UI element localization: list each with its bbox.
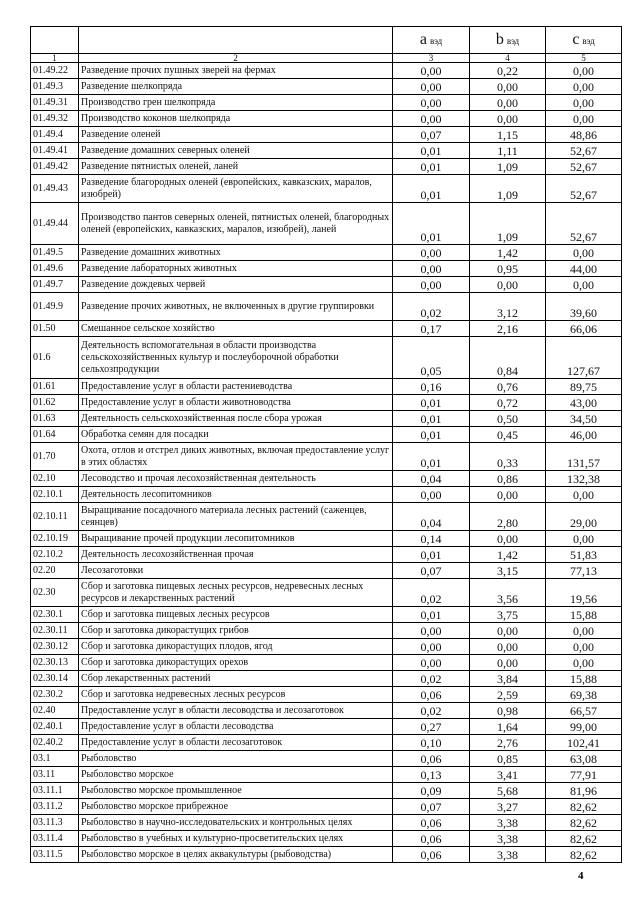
row-code: 02.10.11 (31, 503, 79, 531)
row-code: 03.1 (31, 751, 79, 767)
row-a-value: 0,00 (393, 79, 470, 95)
row-c-value: 15,88 (546, 671, 622, 687)
row-c-value: 51,83 (546, 547, 622, 563)
row-c-value: 82,62 (546, 831, 622, 847)
header-code-cell (31, 27, 79, 54)
row-a-value: 0,00 (393, 261, 470, 277)
row-name: Разведение прочих пушных зверей на фермах (79, 63, 393, 79)
row-name: Разведение домашних животных (79, 245, 393, 261)
row-code: 01.63 (31, 411, 79, 427)
row-name: Производство грен шелкопряда (79, 95, 393, 111)
row-a-value: 0,01 (393, 427, 470, 443)
column-index-row (31, 54, 622, 63)
table-row (31, 411, 622, 427)
row-name: Сбор и заготовка дикорастущих грибов (79, 623, 393, 639)
row-name: Разведение пятнистых оленей, ланей (79, 159, 393, 175)
index-4: 4 (470, 54, 546, 63)
row-a-value: 0,01 (393, 203, 470, 245)
header-name-cell (79, 27, 393, 54)
row-name: Рыболовство морское прибрежное (79, 799, 393, 815)
index-5: 5 (546, 54, 622, 63)
row-a-value: 0,13 (393, 767, 470, 783)
table-row (31, 379, 622, 395)
row-c-value: 0,00 (546, 63, 622, 79)
row-b-value: 2,76 (470, 735, 546, 751)
row-c-value: 48,86 (546, 127, 622, 143)
row-code: 02.30.12 (31, 639, 79, 655)
row-a-value: 0,00 (393, 623, 470, 639)
row-b-value: 3,27 (470, 799, 546, 815)
table-row (31, 143, 622, 159)
row-name: Предоставление услуг в области растениеводства (79, 379, 393, 395)
row-name: Разведение лабораторных животных (79, 261, 393, 277)
row-name: Разведение оленей (79, 127, 393, 143)
row-code: 03.11 (31, 767, 79, 783)
row-a-value: 0,04 (393, 503, 470, 531)
row-b-value: 0,00 (470, 531, 546, 547)
header-a-sub: вэд (429, 36, 443, 46)
coefficients-table (30, 26, 622, 863)
row-b-value: 0,00 (470, 655, 546, 671)
row-code: 02.10 (31, 471, 79, 487)
row-c-value: 52,67 (546, 175, 622, 203)
header-b (470, 27, 546, 54)
row-name: Производство пантов северных оленей, пятнистых оленей, благородных оленей (европейских, кавказских, маралов, изюбрей), ланей (79, 203, 393, 245)
row-code: 02.30.14 (31, 671, 79, 687)
table-row (31, 175, 622, 203)
table-row (31, 261, 622, 277)
table-row (31, 579, 622, 607)
row-name: Рыболовство в научно-исследовательских и контрольных целях (79, 815, 393, 831)
row-name: Рыболовство морское промышленное (79, 783, 393, 799)
row-a-value: 0,01 (393, 443, 470, 471)
row-b-value: 0,45 (470, 427, 546, 443)
row-name: Предоставление услуг в области лесоводства и лесозаготовок (79, 703, 393, 719)
row-b-value: 3,84 (470, 671, 546, 687)
row-a-value: 0,01 (393, 607, 470, 623)
row-b-value: 0,76 (470, 379, 546, 395)
row-code: 02.10.19 (31, 531, 79, 547)
table-row (31, 127, 622, 143)
row-c-value: 0,00 (546, 639, 622, 655)
table-row (31, 159, 622, 175)
row-c-value: 0,00 (546, 655, 622, 671)
row-b-value: 3,41 (470, 767, 546, 783)
row-c-value: 0,00 (546, 277, 622, 293)
table-row (31, 395, 622, 411)
table-row (31, 623, 622, 639)
row-b-value: 1,11 (470, 143, 546, 159)
table-row (31, 337, 622, 379)
row-c-value: 82,62 (546, 847, 622, 863)
row-c-value: 63,08 (546, 751, 622, 767)
row-a-value: 0,06 (393, 687, 470, 703)
table-row (31, 487, 622, 503)
row-b-value: 1,42 (470, 547, 546, 563)
row-code: 02.10.2 (31, 547, 79, 563)
table-row (31, 703, 622, 719)
row-code: 02.30.11 (31, 623, 79, 639)
row-name: Лесозаготовки (79, 563, 393, 579)
row-name: Сбор и заготовка недревесных лесных ресурсов (79, 687, 393, 703)
row-c-value: 15,88 (546, 607, 622, 623)
row-code: 01.64 (31, 427, 79, 443)
row-a-value: 0,02 (393, 293, 470, 321)
row-code: 02.30.2 (31, 687, 79, 703)
row-a-value: 0,07 (393, 563, 470, 579)
table-row (31, 783, 622, 799)
row-name: Выращивание посадочного материала лесных растений (саженцев, сеянцев) (79, 503, 393, 531)
row-code: 01.49.41 (31, 143, 79, 159)
row-code: 02.40.2 (31, 735, 79, 751)
row-name: Предоставление услуг в области лесоводства (79, 719, 393, 735)
row-b-value: 0,86 (470, 471, 546, 487)
row-b-value: 0,33 (470, 443, 546, 471)
table-row (31, 847, 622, 863)
row-name: Сбор и заготовка пищевых лесных ресурсов, недревесных лесных ресурсов и лекарственных растений (79, 579, 393, 607)
row-b-value: 0,00 (470, 487, 546, 503)
header-b-sub: вэд (506, 36, 520, 46)
row-c-value: 0,00 (546, 95, 622, 111)
row-b-value: 2,80 (470, 503, 546, 531)
table-row (31, 751, 622, 767)
row-code: 01.49.4 (31, 127, 79, 143)
row-c-value: 99,00 (546, 719, 622, 735)
row-code: 01.49.32 (31, 111, 79, 127)
row-name: Предоставление услуг в области животноводства (79, 395, 393, 411)
row-code: 02.30 (31, 579, 79, 607)
row-a-value: 0,00 (393, 63, 470, 79)
row-c-value: 66,06 (546, 321, 622, 337)
row-code: 03.11.1 (31, 783, 79, 799)
row-b-value: 0,85 (470, 751, 546, 767)
row-b-value: 2,16 (470, 321, 546, 337)
header-c (546, 27, 622, 54)
row-a-value: 0,00 (393, 655, 470, 671)
header-c-label: c (572, 31, 580, 48)
row-code: 01.49.44 (31, 203, 79, 245)
row-name: Деятельность сельскохозяйственная после сбора урожая (79, 411, 393, 427)
row-a-value: 0,09 (393, 783, 470, 799)
row-a-value: 0,06 (393, 847, 470, 863)
row-b-value: 3,56 (470, 579, 546, 607)
table-row (31, 443, 622, 471)
table-row (31, 607, 622, 623)
row-code: 03.11.3 (31, 815, 79, 831)
row-c-value: 89,75 (546, 379, 622, 395)
table-row (31, 63, 622, 79)
row-code: 01.49.42 (31, 159, 79, 175)
row-c-value: 43,00 (546, 395, 622, 411)
row-b-value: 0,84 (470, 337, 546, 379)
row-code: 01.6 (31, 337, 79, 379)
row-name: Обработка семян для посадки (79, 427, 393, 443)
row-name: Разведение шелкопряда (79, 79, 393, 95)
row-a-value: 0,01 (393, 159, 470, 175)
table-row (31, 531, 622, 547)
row-code: 03.11.4 (31, 831, 79, 847)
row-name: Выращивание прочей продукции лесопитомников (79, 531, 393, 547)
row-a-value: 0,00 (393, 111, 470, 127)
row-c-value: 81,96 (546, 783, 622, 799)
row-a-value: 0,05 (393, 337, 470, 379)
row-a-value: 0,06 (393, 751, 470, 767)
row-c-value: 39,60 (546, 293, 622, 321)
row-name: Охота, отлов и отстрел диких животных, включая предоставление услуг в этих областях (79, 443, 393, 471)
table-row (31, 111, 622, 127)
row-a-value: 0,02 (393, 671, 470, 687)
row-name: Разведение благородных оленей (европейских, кавказских, маралов, изюбрей) (79, 175, 393, 203)
page-number: 4 (578, 870, 584, 882)
row-name: Рыболовство (79, 751, 393, 767)
row-c-value: 29,00 (546, 503, 622, 531)
row-code: 02.30.13 (31, 655, 79, 671)
row-c-value: 102,41 (546, 735, 622, 751)
row-code: 01.70 (31, 443, 79, 471)
row-c-value: 0,00 (546, 531, 622, 547)
row-name: Разведение домашних северных оленей (79, 143, 393, 159)
row-c-value: 82,62 (546, 799, 622, 815)
table-row (31, 95, 622, 111)
row-name: Разведение дождевых червей (79, 277, 393, 293)
header-b-label: b (495, 31, 504, 48)
row-a-value: 0,07 (393, 127, 470, 143)
row-b-value: 2,59 (470, 687, 546, 703)
row-b-value: 3,38 (470, 847, 546, 863)
row-c-value: 52,67 (546, 143, 622, 159)
row-name: Рыболовство морское (79, 767, 393, 783)
table-row (31, 831, 622, 847)
row-c-value: 82,62 (546, 815, 622, 831)
row-name: Сбор и заготовка дикорастущих плодов, ягод (79, 639, 393, 655)
row-a-value: 0,04 (393, 471, 470, 487)
row-b-value: 1,15 (470, 127, 546, 143)
table-row (31, 79, 622, 95)
row-code: 01.49.22 (31, 63, 79, 79)
row-b-value: 0,98 (470, 703, 546, 719)
row-code: 01.49.6 (31, 261, 79, 277)
row-b-value: 1,09 (470, 203, 546, 245)
row-name: Предоставление услуг в области лесозаготовок (79, 735, 393, 751)
index-3: 3 (393, 54, 470, 63)
row-b-value: 3,12 (470, 293, 546, 321)
table-row (31, 503, 622, 531)
row-c-value: 127,67 (546, 337, 622, 379)
row-a-value: 0,01 (393, 143, 470, 159)
row-b-value: 1,64 (470, 719, 546, 735)
table-row (31, 203, 622, 245)
row-c-value: 0,00 (546, 487, 622, 503)
table-row (31, 767, 622, 783)
row-a-value: 0,01 (393, 547, 470, 563)
row-b-value: 0,00 (470, 623, 546, 639)
table-row (31, 245, 622, 261)
row-c-value: 69,38 (546, 687, 622, 703)
row-a-value: 0,27 (393, 719, 470, 735)
row-a-value: 0,00 (393, 639, 470, 655)
row-b-value: 0,50 (470, 411, 546, 427)
row-c-value: 44,00 (546, 261, 622, 277)
row-b-value: 0,00 (470, 277, 546, 293)
row-code: 01.62 (31, 395, 79, 411)
row-b-value: 0,00 (470, 639, 546, 655)
row-name: Разведение прочих животных, не включенных в другие группировки (79, 293, 393, 321)
row-code: 02.40.1 (31, 719, 79, 735)
row-a-value: 0,00 (393, 245, 470, 261)
table-row (31, 815, 622, 831)
header-row (31, 27, 622, 54)
row-b-value: 3,38 (470, 815, 546, 831)
row-b-value: 1,09 (470, 175, 546, 203)
row-name: Сбор и заготовка пищевых лесных ресурсов (79, 607, 393, 623)
row-a-value: 0,00 (393, 277, 470, 293)
table-row (31, 547, 622, 563)
row-code: 02.10.1 (31, 487, 79, 503)
row-name: Рыболовство в учебных и культурно-просветительских целях (79, 831, 393, 847)
row-c-value: 19,56 (546, 579, 622, 607)
table-row (31, 277, 622, 293)
header-a (393, 27, 470, 54)
row-a-value: 0,17 (393, 321, 470, 337)
table-row (31, 427, 622, 443)
row-c-value: 77,13 (546, 563, 622, 579)
row-code: 02.40 (31, 703, 79, 719)
row-b-value: 3,38 (470, 831, 546, 847)
row-name: Деятельность вспомогательная в области производства сельскохозяйственных культур и послеуборочной обработки сельхозпродукции (79, 337, 393, 379)
row-b-value: 0,00 (470, 111, 546, 127)
row-a-value: 0,01 (393, 395, 470, 411)
row-name: Сбор и заготовка дикорастущих орехов (79, 655, 393, 671)
row-code: 01.49.7 (31, 277, 79, 293)
row-name: Лесоводство и прочая лесохозяйственная деятельность (79, 471, 393, 487)
row-c-value: 132,38 (546, 471, 622, 487)
row-a-value: 0,00 (393, 95, 470, 111)
row-code: 03.11.5 (31, 847, 79, 863)
row-name: Деятельность лесохозяйственная прочая (79, 547, 393, 563)
row-b-value: 0,72 (470, 395, 546, 411)
row-b-value: 0,95 (470, 261, 546, 277)
row-c-value: 77,91 (546, 767, 622, 783)
row-code: 01.49.9 (31, 293, 79, 321)
row-a-value: 0,02 (393, 579, 470, 607)
table-row (31, 719, 622, 735)
table-row (31, 735, 622, 751)
row-b-value: 3,15 (470, 563, 546, 579)
row-code: 01.61 (31, 379, 79, 395)
row-a-value: 0,16 (393, 379, 470, 395)
row-b-value: 1,42 (470, 245, 546, 261)
row-a-value: 0,01 (393, 175, 470, 203)
row-code: 02.20 (31, 563, 79, 579)
row-a-value: 0,01 (393, 411, 470, 427)
row-code: 01.49.5 (31, 245, 79, 261)
header-a-label: a (419, 31, 427, 48)
row-name: Деятельность лесопитомников (79, 487, 393, 503)
index-2: 2 (79, 54, 393, 63)
table-row (31, 563, 622, 579)
table-row (31, 639, 622, 655)
table-row (31, 655, 622, 671)
table-row (31, 293, 622, 321)
index-1: 1 (31, 54, 79, 63)
row-b-value: 3,75 (470, 607, 546, 623)
row-name: Смешанное сельское хозяйство (79, 321, 393, 337)
row-c-value: 34,50 (546, 411, 622, 427)
table-row (31, 321, 622, 337)
row-a-value: 0,10 (393, 735, 470, 751)
row-code: 03.11.2 (31, 799, 79, 815)
row-code: 02.30.1 (31, 607, 79, 623)
row-code: 01.49.3 (31, 79, 79, 95)
table-row (31, 687, 622, 703)
row-a-value: 0,06 (393, 815, 470, 831)
row-c-value: 0,00 (546, 623, 622, 639)
table-row (31, 799, 622, 815)
row-c-value: 0,00 (546, 245, 622, 261)
row-c-value: 0,00 (546, 79, 622, 95)
row-name: Сбор лекарственных растений (79, 671, 393, 687)
row-b-value: 5,68 (470, 783, 546, 799)
row-code: 01.49.31 (31, 95, 79, 111)
row-a-value: 0,00 (393, 487, 470, 503)
row-c-value: 66,57 (546, 703, 622, 719)
row-b-value: 0,00 (470, 95, 546, 111)
row-c-value: 52,67 (546, 159, 622, 175)
row-c-value: 46,00 (546, 427, 622, 443)
row-b-value: 1,09 (470, 159, 546, 175)
row-a-value: 0,14 (393, 531, 470, 547)
row-a-value: 0,07 (393, 799, 470, 815)
row-c-value: 52,67 (546, 203, 622, 245)
row-b-value: 0,22 (470, 63, 546, 79)
row-c-value: 0,00 (546, 111, 622, 127)
row-code: 01.49.43 (31, 175, 79, 203)
row-code: 01.50 (31, 321, 79, 337)
table-row (31, 671, 622, 687)
row-name: Рыболовство морское в целях аквакультуры (рыбоводства) (79, 847, 393, 863)
row-a-value: 0,06 (393, 831, 470, 847)
header-c-sub: вэд (582, 36, 595, 46)
table-row (31, 471, 622, 487)
row-a-value: 0,02 (393, 703, 470, 719)
row-name: Производство коконов шелкопряда (79, 111, 393, 127)
row-c-value: 131,57 (546, 443, 622, 471)
row-b-value: 0,00 (470, 79, 546, 95)
